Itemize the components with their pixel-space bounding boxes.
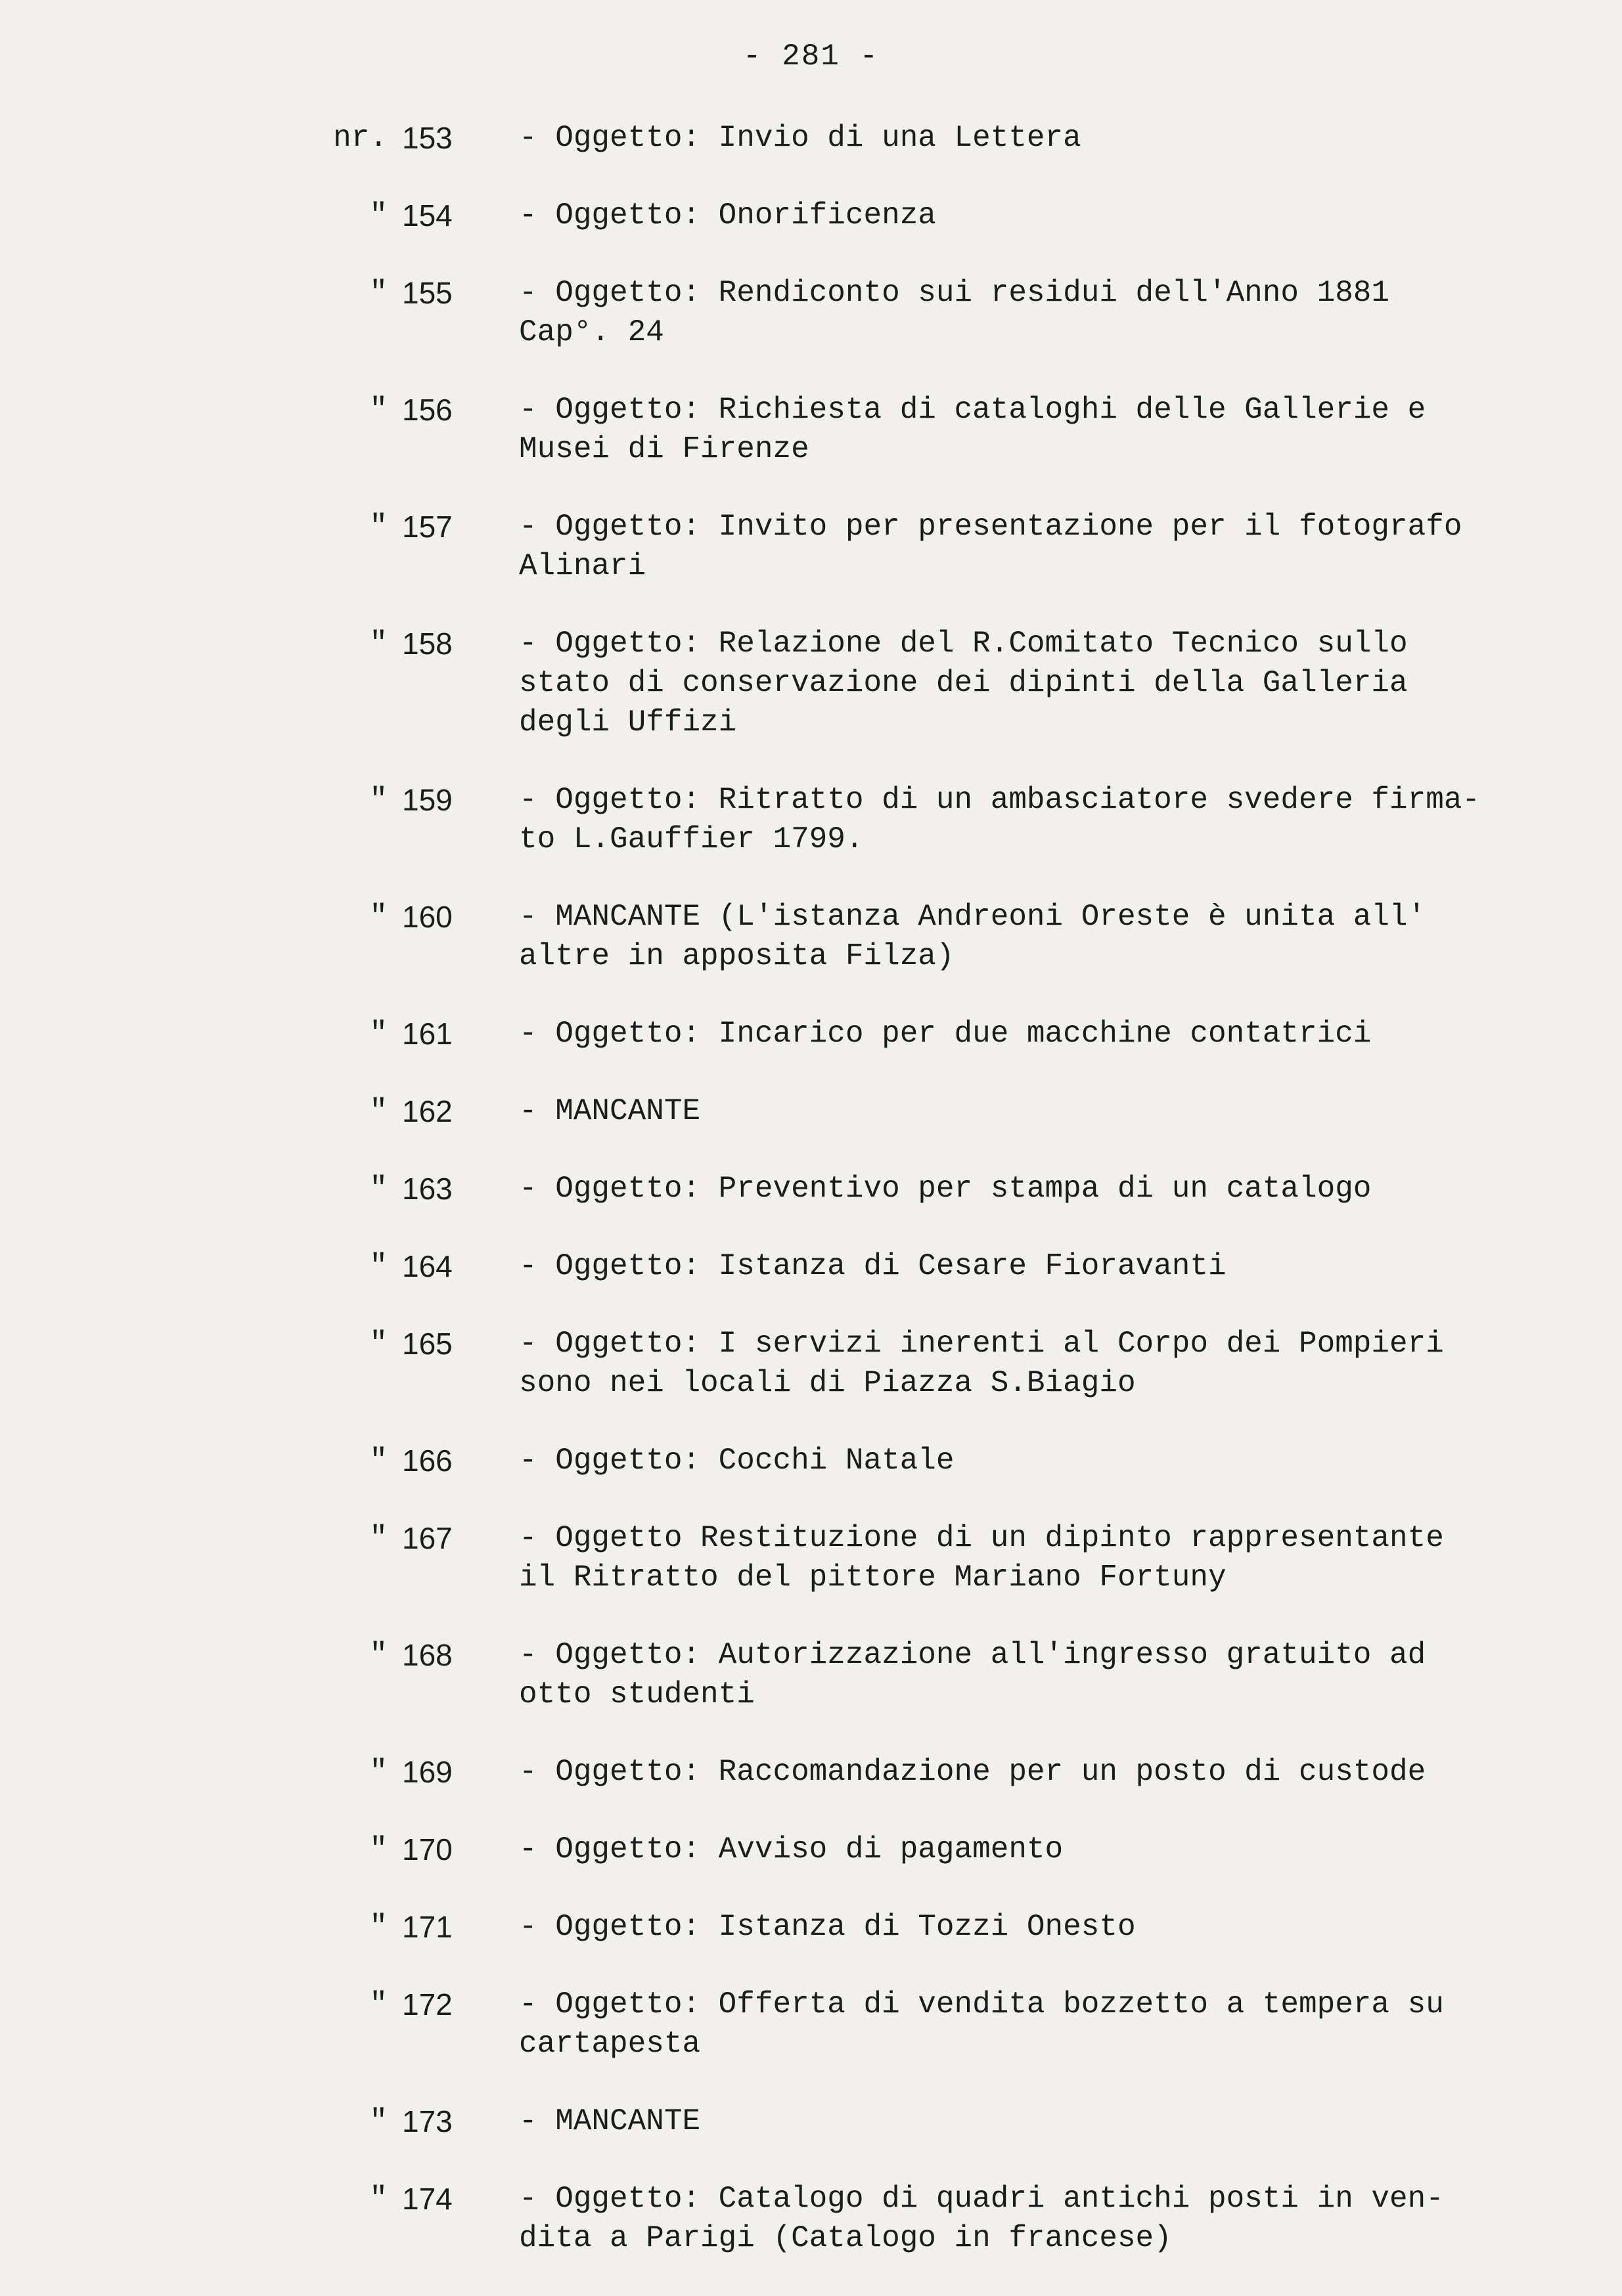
list-item: [0, 1752, 1622, 1830]
entry-number: 153: [402, 121, 453, 155]
list-item: [0, 1247, 1622, 1324]
entry-text: [519, 118, 1603, 158]
entry-prefix: ": [369, 276, 388, 310]
entry-prefix: ": [369, 1444, 388, 1478]
entry-text-line: stato di conservazione dei dipinti della Galleria: [519, 666, 1408, 700]
entry-text: [519, 2179, 1603, 2258]
entry-text: [519, 1014, 1603, 1053]
list-item: [0, 1014, 1622, 1092]
entry-text: [519, 1985, 1603, 2064]
entry-prefix: ": [369, 1638, 388, 1672]
list-item: [0, 196, 1622, 273]
entry-prefix: ": [369, 1910, 388, 1944]
entry-text-line: - Oggetto: Istanza di Tozzi Onesto: [519, 1910, 1136, 1944]
entry-number: 168: [402, 1638, 453, 1672]
page-number: - 281 -: [742, 39, 880, 74]
list-item: [0, 507, 1622, 624]
entry-text: [519, 1752, 1603, 1792]
entry-text-line: - Oggetto: Cocchi Natale: [519, 1444, 955, 1478]
entry-text-line: Alinari: [519, 549, 646, 583]
entry-text-line: - Oggetto: Raccomandazione per un posto di custode: [519, 1755, 1426, 1789]
list-item: [0, 1441, 1622, 1518]
entry-prefix: nr.: [333, 121, 388, 155]
entry-text: [519, 1092, 1603, 1131]
entry-text: [519, 780, 1603, 859]
entry-text-line: - Oggetto: Invio di una Lettera: [519, 121, 1081, 155]
entry-text-line: Musei di Firenze: [519, 432, 809, 466]
entry-text-line: - Oggetto Restituzione di un dipinto rappresentante: [519, 1521, 1444, 1555]
list-item: [0, 2179, 1622, 2296]
entry-text-line: - MANCANTE: [519, 2104, 701, 2138]
entry-number: 169: [402, 1755, 453, 1789]
entry-text: [519, 273, 1603, 352]
entry-text-line: Cap°. 24: [519, 315, 664, 349]
entry-text-line: cartapesta: [519, 2027, 701, 2061]
entry-text-line: - Oggetto: Avviso di pagamento: [519, 1832, 1064, 1866]
entry-number: 159: [402, 783, 453, 817]
entry-text-line: - Oggetto: Relazione del R.Comitato Tecnico sullo: [519, 627, 1408, 661]
list-item: [0, 1985, 1622, 2102]
entry-text-line: - Oggetto: Onorificenza: [519, 198, 936, 232]
entry-text-line: - Oggetto: Invito per presentazione per il fotografo: [519, 510, 1462, 544]
entry-prefix: ": [369, 198, 388, 232]
entry-text-line: - Oggetto: Incarico per due macchine contatrici: [519, 1017, 1372, 1051]
entry-text-line: altre in apposita Filza): [519, 939, 955, 973]
entry-text-line: degli Uffizi: [519, 705, 737, 740]
list-item: [0, 390, 1622, 507]
entry-number: 163: [402, 1172, 453, 1206]
entry-text: [519, 1247, 1603, 1286]
entry-number: 165: [402, 1327, 453, 1361]
list-item: [0, 1635, 1622, 1752]
entry-prefix: ": [369, 510, 388, 544]
entry-prefix: ": [369, 1249, 388, 1283]
entry-text-line: - Oggetto: Istanza di Cesare Fioravanti: [519, 1249, 1227, 1283]
entry-text-line: - MANCANTE (L'istanza Andreoni Oreste è unita all': [519, 900, 1426, 934]
entry-number: 174: [402, 2182, 453, 2216]
entry-number: 164: [402, 1249, 453, 1283]
entry-number: 158: [402, 627, 453, 661]
entry-number: 167: [402, 1521, 453, 1555]
entry-text-line: dita a Parigi (Catalogo in francese): [519, 2221, 1172, 2255]
entry-text: [519, 1324, 1603, 1403]
list-item: [0, 2102, 1622, 2179]
entry-prefix: ": [369, 1094, 388, 1128]
entry-text: [519, 1907, 1603, 1947]
entry-number: 171: [402, 1910, 453, 1944]
entry-text-line: - Oggetto: Richiesta di cataloghi delle Gallerie e: [519, 393, 1426, 427]
entry-number: 166: [402, 1444, 453, 1478]
entry-number: 157: [402, 510, 453, 544]
list-item: [0, 1830, 1622, 1907]
list-item: [0, 1092, 1622, 1169]
entry-prefix: ": [369, 1755, 388, 1789]
entry-text-line: il Ritratto del pittore Mariano Fortuny: [519, 1560, 1227, 1595]
entry-text-line: - Oggetto: Autorizzazione all'ingresso gratuito ad: [519, 1638, 1426, 1672]
entry-number: 154: [402, 198, 453, 232]
entry-text: [519, 897, 1603, 976]
entry-prefix: ": [369, 783, 388, 817]
entry-text-line: sono nei locali di Piazza S.Biagio: [519, 1366, 1136, 1400]
entry-text: [519, 1441, 1603, 1480]
entry-text-line: - MANCANTE: [519, 1094, 701, 1128]
entry-prefix: ": [369, 1327, 388, 1361]
entry-text-line: - Oggetto: Rendiconto sui residui dell'Anno 1881: [519, 276, 1390, 310]
entry-text: [519, 507, 1603, 586]
entry-text: [519, 390, 1603, 469]
entry-prefix: ": [369, 1521, 388, 1555]
entry-prefix: ": [369, 1987, 388, 2021]
entry-text: [519, 196, 1603, 235]
entry-text-line: - Oggetto: I servizi inerenti al Corpo dei Pompieri: [519, 1327, 1444, 1361]
list-item: [0, 118, 1622, 196]
entry-number: 173: [402, 2104, 453, 2138]
entry-number: 170: [402, 1832, 453, 1866]
entry-prefix: ": [369, 2104, 388, 2138]
entry-prefix: ": [369, 627, 388, 661]
entry-text: [519, 1169, 1603, 1208]
entry-number: 162: [402, 1094, 453, 1128]
entry-prefix: ": [369, 393, 388, 427]
entry-prefix: ": [369, 1832, 388, 1866]
entry-text: [519, 1518, 1603, 1597]
entry-text-line: - Oggetto: Ritratto di un ambasciatore svedere firma-: [519, 783, 1481, 817]
entry-text: [519, 624, 1603, 742]
list-item: [0, 1324, 1622, 1441]
entry-prefix: ": [369, 2182, 388, 2216]
entry-prefix: ": [369, 1017, 388, 1051]
list-item: [0, 624, 1622, 780]
entry-text: [519, 1635, 1603, 1714]
entry-prefix: ": [369, 900, 388, 934]
list-item: [0, 780, 1622, 897]
entry-text: [519, 1830, 1603, 1869]
entry-list: [0, 118, 1622, 2296]
list-item: [0, 273, 1622, 390]
entry-text-line: - Oggetto: Preventivo per stampa di un catalogo: [519, 1172, 1372, 1206]
entry-text-line: otto studenti: [519, 1677, 755, 1711]
entry-text-line: - Oggetto: Offerta di vendita bozzetto a tempera su: [519, 1987, 1444, 2021]
list-item: [0, 1169, 1622, 1247]
list-item: [0, 897, 1622, 1014]
list-item: [0, 1518, 1622, 1635]
entry-number: 161: [402, 1017, 453, 1051]
entry-number: 156: [402, 393, 453, 427]
entry-number: 155: [402, 276, 453, 310]
entry-number: 160: [402, 900, 453, 934]
entry-number: 172: [402, 1987, 453, 2021]
entry-prefix: ": [369, 1172, 388, 1206]
entry-text: [519, 2102, 1603, 2141]
list-item: [0, 1907, 1622, 1985]
entry-text-line: - Oggetto: Catalogo di quadri antichi posti in ven-: [519, 2182, 1444, 2216]
entry-text-line: to L.Gauffier 1799.: [519, 822, 864, 856]
